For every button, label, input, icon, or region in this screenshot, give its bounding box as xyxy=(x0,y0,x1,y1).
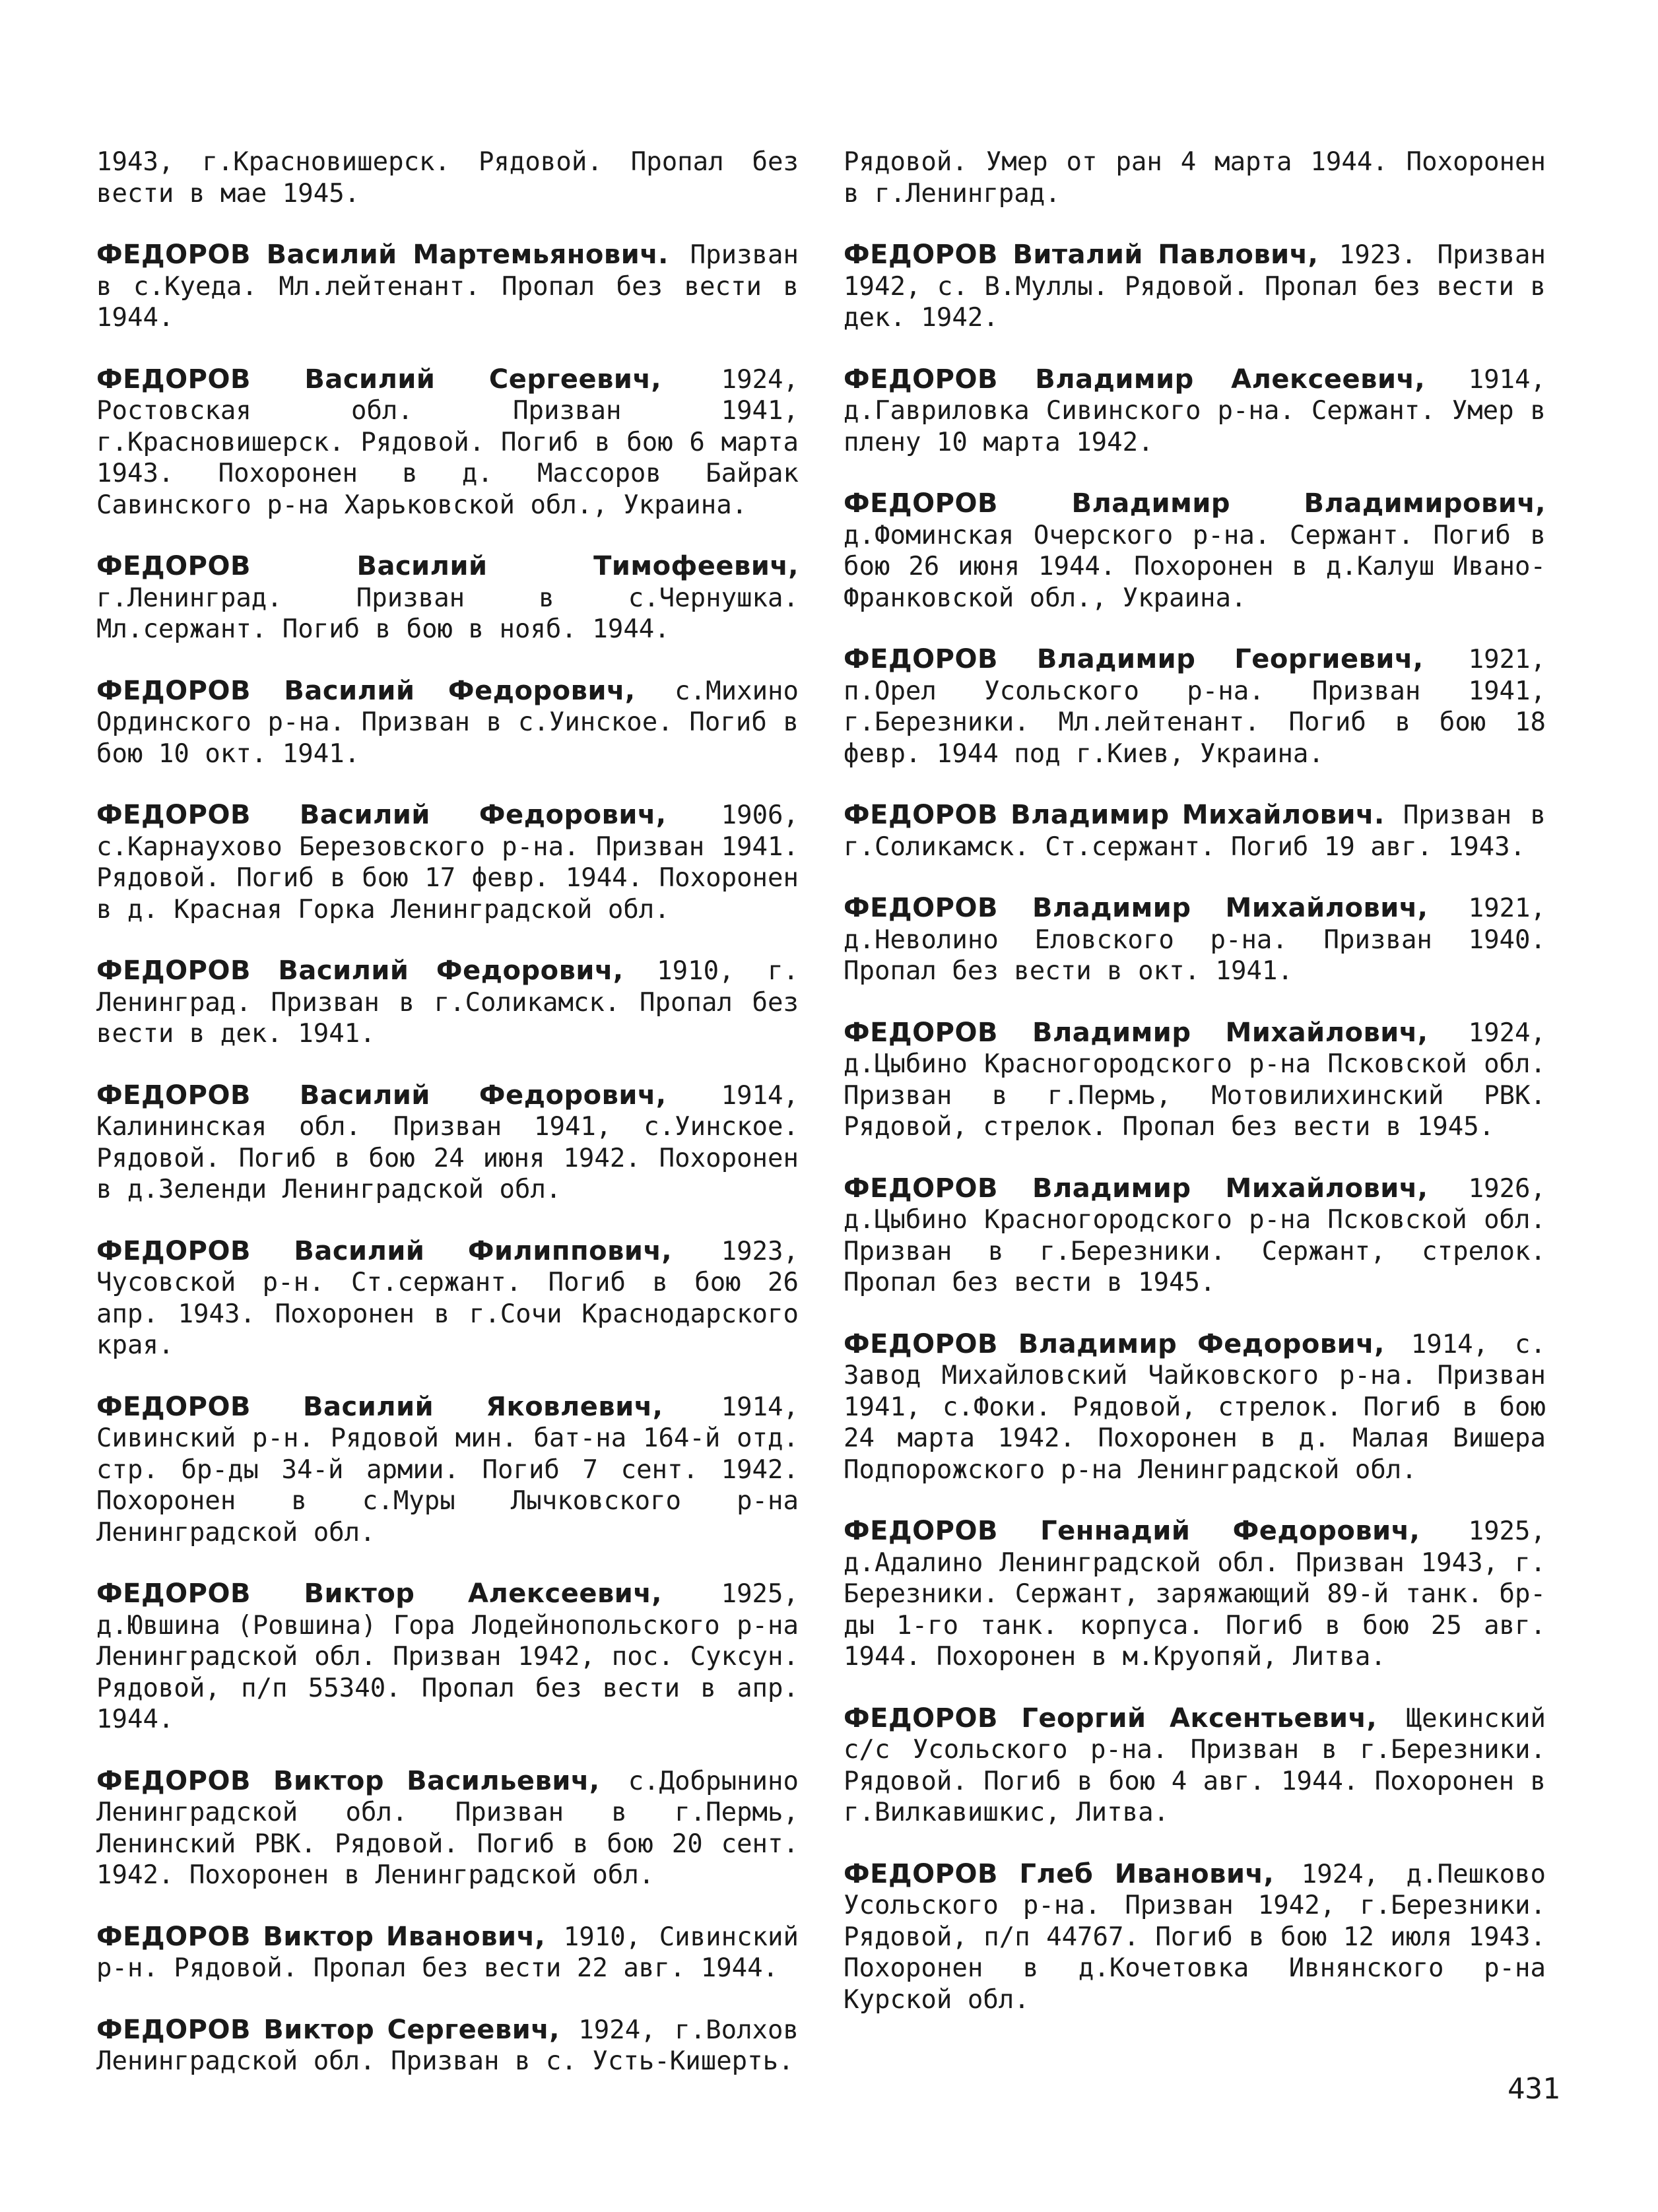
entry-name: ФЕДОРОВ Владимир Михайлович, xyxy=(844,1173,1428,1204)
entry-text: Рядовой. Умер от ран 4 марта 1944. Похоронен в г.Ленинград. xyxy=(844,147,1546,209)
entry-name: ФЕДОРОВ Василий Федорович, xyxy=(96,1080,667,1111)
entry xyxy=(844,1703,1546,1829)
entry xyxy=(96,1236,799,1361)
entry-text: 1921, д.Неволино Еловского р-на. Призван 1940. Пропал без вести в окт. 1941. xyxy=(844,894,1546,986)
entry-text: 1924, Ростовская обл. Призван 1941, г.Красновишерск. Рядовой. Погиб в бою 6 марта 1943. Похоронен в д. Массоров Байрак Савинского р-на Харьковской обл., Украина. xyxy=(96,364,799,520)
left-column xyxy=(96,146,799,2108)
entry-text: 1914, д.Гавриловка Сивинского р-на. Сержант. Умер в плену 10 марта 1942. xyxy=(844,364,1546,457)
entry xyxy=(844,1018,1546,1143)
entry-text: Призван в г.Соликамск. Ст.сержант. Погиб 19 авг. 1943. xyxy=(844,800,1546,862)
entry xyxy=(96,551,799,645)
entry xyxy=(96,956,799,1050)
entry xyxy=(844,1173,1546,1299)
entry-name: ФЕДОРОВ Владимир Федорович, xyxy=(844,1328,1385,1359)
entry xyxy=(96,364,799,521)
entry-name: ФЕДОРОВ Геннадий Федорович, xyxy=(844,1516,1420,1546)
entry-name: ФЕДОРОВ Владимир Михайлович, xyxy=(844,893,1428,923)
entry-name: ФЕДОРОВ Виктор Алексеевич, xyxy=(96,1578,662,1609)
entry xyxy=(844,893,1546,987)
entry-text: 1925, д.Ювшина (Ровшина) Гора Лодейнопольского р-на Ленинградской обл. Призван 1942, пос. Суксун. Рядовой, п/п 55340. Пропал без вести в апр. 1944. xyxy=(96,1579,799,1734)
entry-name: ФЕДОРОВ Глеб Иванович, xyxy=(844,1858,1275,1889)
entry-continued xyxy=(96,146,799,209)
entry-name: ФЕДОРОВ Владимир Владимирович, xyxy=(844,488,1546,519)
entry xyxy=(96,800,799,925)
entry xyxy=(96,1922,799,1984)
entry-text: с.Михино Ординского р-на. Призван в с.Уинское. Погиб в бою 10 окт. 1941. xyxy=(96,676,799,769)
entry-text: 1923. Призван 1942, с. В.Муллы. Рядовой. Пропал без вести в дек. 1942. xyxy=(844,240,1546,333)
entry xyxy=(844,644,1546,769)
entry xyxy=(844,1859,1546,2016)
entry-text: 1914, с. Завод Михайловский Чайковского р-на. Призван 1941, с.Фоки. Рядовой, стрелок. Погиб в бою 24 марта 1942. Похоронен в д. Малая Вишера Подпорожского р-на Ленинградской обл. xyxy=(844,1329,1546,1485)
entry-name: ФЕДОРОВ Василий Филиппович, xyxy=(96,1235,673,1266)
entry xyxy=(96,240,799,334)
entry-text: 1924, г.Волхов Ленинградской обл. Призван в с. Усть-Кишерть. xyxy=(96,2015,799,2076)
entry-text: 1924, д.Цыбино Красногородского р-на Псковской обл. Призван в г.Пермь, Мотовилихинский РВК. Рядовой, стрелок. Пропал без вести в 1945. xyxy=(844,1018,1546,1142)
entry xyxy=(844,1516,1546,1673)
entry-name: ФЕДОРОВ Василий Федорович, xyxy=(96,675,636,706)
entry-continued xyxy=(844,146,1546,209)
entry-name: ФЕДОРОВ Владимир Михайлович, xyxy=(844,1017,1428,1048)
entry-name: ФЕДОРОВ Василий Сергеевич, xyxy=(96,364,662,395)
entry-name: ФЕДОРОВ Василий Федорович, xyxy=(96,800,667,830)
entry-text: 1914, Калининская обл. Призван 1941, с.Уинское. Рядовой. Погиб в бою 24 июня 1942. Похоронен в д.Зеленди Ленинградской обл. xyxy=(96,1080,799,1204)
entry-text: 1923, Чусовской р-н. Ст.сержант. Погиб в бою 26 апр. 1943. Похоронен в г.Сочи Краснодарского края. xyxy=(96,1236,799,1360)
entry-text: 1906, с.Карнаухово Березовского р-на. Призван 1941. Рядовой. Погиб в бою 17 февр. 1944. Похоронен в д. Красная Горка Ленинградской обл. xyxy=(96,800,799,925)
entry-text: г.Ленинград. Призван в с.Чернушка. Мл.сержант. Погиб в бою в нояб. 1944. xyxy=(96,583,799,644)
entry xyxy=(96,676,799,770)
entry xyxy=(844,488,1546,614)
entry-text: 1914, Сивинский р-н. Рядовой мин. бат-на 164-й отд. стр. бр-ды 34-й армии. Погиб 7 сент. 1942. Похоронен в с.Муры Лычковского р-на Ленинградской обл. xyxy=(96,1392,799,1547)
entry xyxy=(844,1329,1546,1486)
entry-name: ФЕДОРОВ Виталий Павлович, xyxy=(844,240,1319,270)
entry-text: д.Фоминская Очерского р-на. Сержант. Погиб в бою 26 июня 1944. Похоронен в д.Калуш Ивано-Франковской обл., Украина. xyxy=(844,520,1546,613)
entry-name: ФЕДОРОВ Владимир Михайлович. xyxy=(844,800,1385,830)
entry-name: ФЕДОРОВ Василий Тимофеевич, xyxy=(96,551,799,581)
entry xyxy=(96,1766,799,1891)
entry-name: ФЕДОРОВ Виктор Васильевич, xyxy=(96,1765,600,1796)
entry-name: ФЕДОРОВ Георгий Аксентьевич, xyxy=(844,1703,1377,1734)
entry-text: с.Добрынино Ленинградской обл. Призван в г.Пермь, Ленинский РВК. Рядовой. Погиб в бою 20 сент. 1942. Похоронен в Ленинградской обл. xyxy=(96,1766,799,1890)
entry-text: 1926, д.Цыбино Красногородского р-на Псковской обл. Призван в г.Березники. Сержант, стрелок. Пропал без вести в 1945. xyxy=(844,1173,1546,1297)
entry-text: 1924, д.Пешково Усольского р-на. Призван 1942, г.Березники. Рядовой, п/п 44767. Погиб в бою 12 июля 1943. Похоронен в д.Кочетовка Ивнянского р-на Курской обл. xyxy=(844,1859,1546,2015)
entry-name: ФЕДОРОВ Владимир Алексеевич, xyxy=(844,364,1426,395)
entry xyxy=(96,1392,799,1549)
entry xyxy=(96,1578,799,1736)
entry-name: ФЕДОРОВ Владимир Георгиевич, xyxy=(844,644,1424,674)
entry xyxy=(844,240,1546,334)
entry-text: 1925, д.Адалино Ленинградской обл. Призван 1943, г. Березники. Сержант, заряжающий 89-й танк. бр-ды 1-го танк. корпуса. Погиб в бою 25 авг. 1944. Похоронен в м.Круопяй, Литва. xyxy=(844,1516,1546,1672)
right-column xyxy=(844,146,1546,2046)
entry-text: Щекинский с/с Усольского р-на. Призван в г.Березники. Рядовой. Погиб в бою 4 авг. 1944. Похоронен в г.Вилкавишкис, Литва. xyxy=(844,1703,1546,1827)
entry-text: 1943, г.Красновишерск. Рядовой. Пропал без вести в мае 1945. xyxy=(96,147,799,209)
entry xyxy=(96,2015,799,2077)
entry-name: ФЕДОРОВ Виктор Сергеевич, xyxy=(96,2014,560,2045)
entry-name: ФЕДОРОВ Василий Яковлевич, xyxy=(96,1391,663,1422)
entry-text: 1910, г. Ленинград. Призван в г.Соликамск. Пропал без вести в дек. 1941. xyxy=(96,956,799,1049)
entry-text: 1921, п.Орел Усольского р-на. Призван 1941, г.Березники. Мл.лейтенант. Погиб в бою 18 февр. 1944 под г.Киев, Украина. xyxy=(844,645,1546,769)
page-number: 431 xyxy=(1508,2072,1560,2106)
entry-name: ФЕДОРОВ Виктор Иванович, xyxy=(96,1921,546,1952)
entry xyxy=(844,364,1546,459)
entry xyxy=(844,800,1546,862)
entry-name: ФЕДОРОВ Василий Мартемьянович. xyxy=(96,240,669,270)
entry-text: 1910, Сивинский р-н. Рядовой. Пропал без вести 22 авг. 1944. xyxy=(96,1922,799,1983)
entry-text: Призван в с.Куеда. Мл.лейтенант. Пропал без вести в 1944. xyxy=(96,240,799,333)
entry-name: ФЕДОРОВ Василий Федорович, xyxy=(96,956,624,986)
entry xyxy=(96,1080,799,1206)
